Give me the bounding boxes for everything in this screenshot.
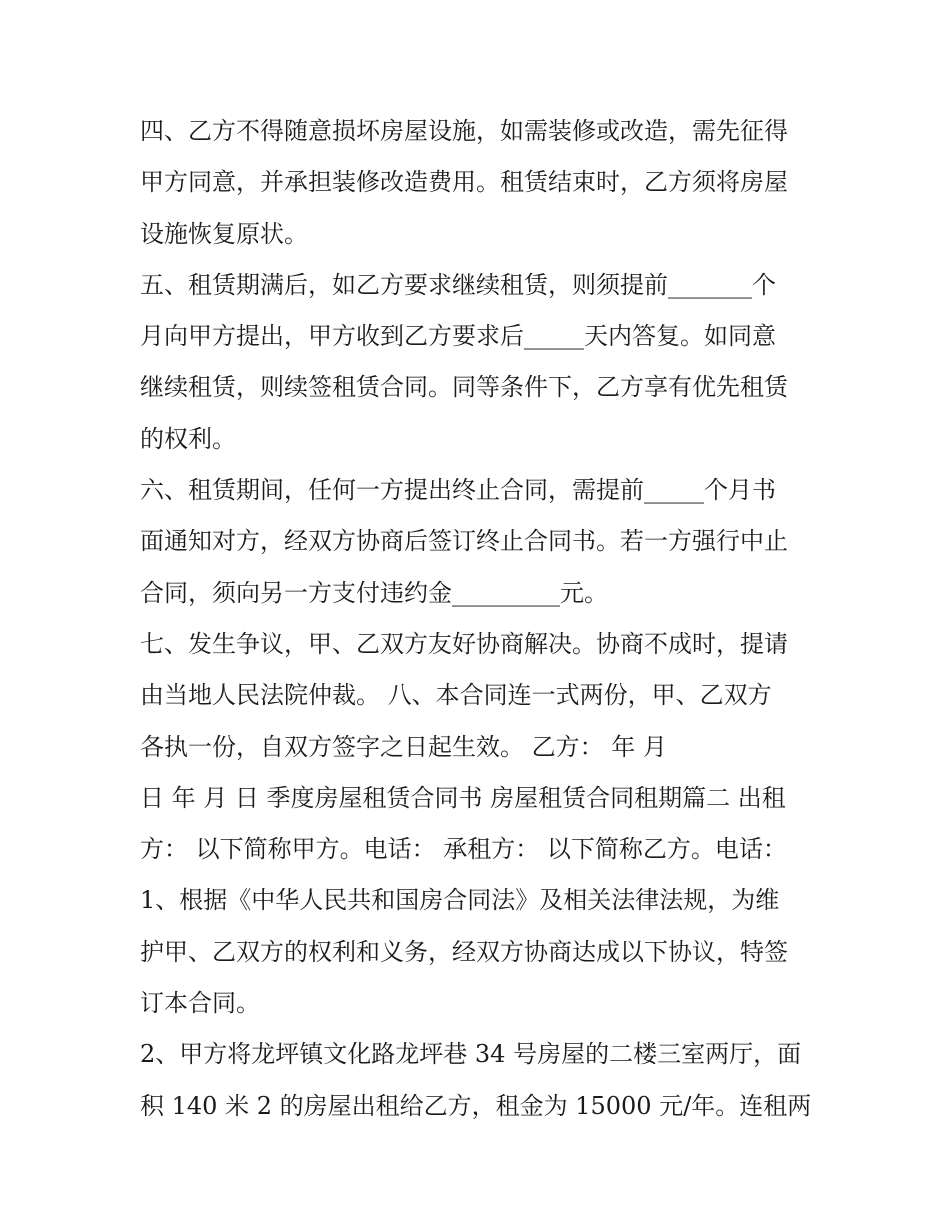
text-line: 合同，须向另一方支付违约金_________元。 xyxy=(140,578,608,607)
text-line: 六、租赁期间，任何一方提出终止合同，需提前_____个月书 xyxy=(140,476,776,505)
text-line: 设施恢复原状。 xyxy=(140,219,308,248)
text-line: 的权利。 xyxy=(140,424,236,453)
text-line: 积 140 米 2 的房屋出租给乙方，租金为 15000 元/年。连租两 xyxy=(140,1091,812,1120)
text-line: 由当地人民法院仲裁。 八、本合同连一式两份，甲、乙双方 xyxy=(140,681,772,710)
text-line: 各执一份，自双方签字之日起生效。 乙方： 年 月 xyxy=(140,732,667,761)
text-line: 面通知对方，经双方协商后签订终止合同书。若一方强行中止 xyxy=(140,527,788,556)
text-line: 1、根据《中华人民共和国房合同法》及相关法律法规，为维 xyxy=(140,886,780,915)
text-line: 护甲、乙双方的权利和义务，经双方协商达成以下协议，特签 xyxy=(140,937,788,966)
text-line: 订本合同。 xyxy=(140,989,260,1018)
text-line: 甲方同意，并承担装修改造费用。租赁结束时，乙方须将房屋 xyxy=(140,168,788,197)
text-line: 四、乙方不得随意损坏房屋设施，如需装修或改造，需先征得 xyxy=(140,117,788,145)
text-line: 方： 以下简称甲方。电话： 承租方： 以下简称乙方。电话： xyxy=(140,835,787,864)
text-line: 日 年 月 日 季度房屋租赁合同书 房屋租赁合同租期篇二 出租 xyxy=(140,783,786,812)
text-line: 七、发生争议，甲、乙双方友好协商解决。协商不成时，提请 xyxy=(140,629,788,658)
text-line: 月向甲方提出，甲方收到乙方要求后_____天内答复。如同意 xyxy=(140,322,776,351)
text-line: 五、租赁期满后，如乙方要求继续租赁，则须提前_______个 xyxy=(140,270,776,299)
document-body xyxy=(140,106,820,1132)
text-line: 继续租赁，则续签租赁合同。同等条件下，乙方享有优先租赁 xyxy=(140,373,788,402)
text-line: 2、甲方将龙坪镇文化路龙坪巷 34 号房屋的二楼三室两厅，面 xyxy=(140,1040,802,1069)
